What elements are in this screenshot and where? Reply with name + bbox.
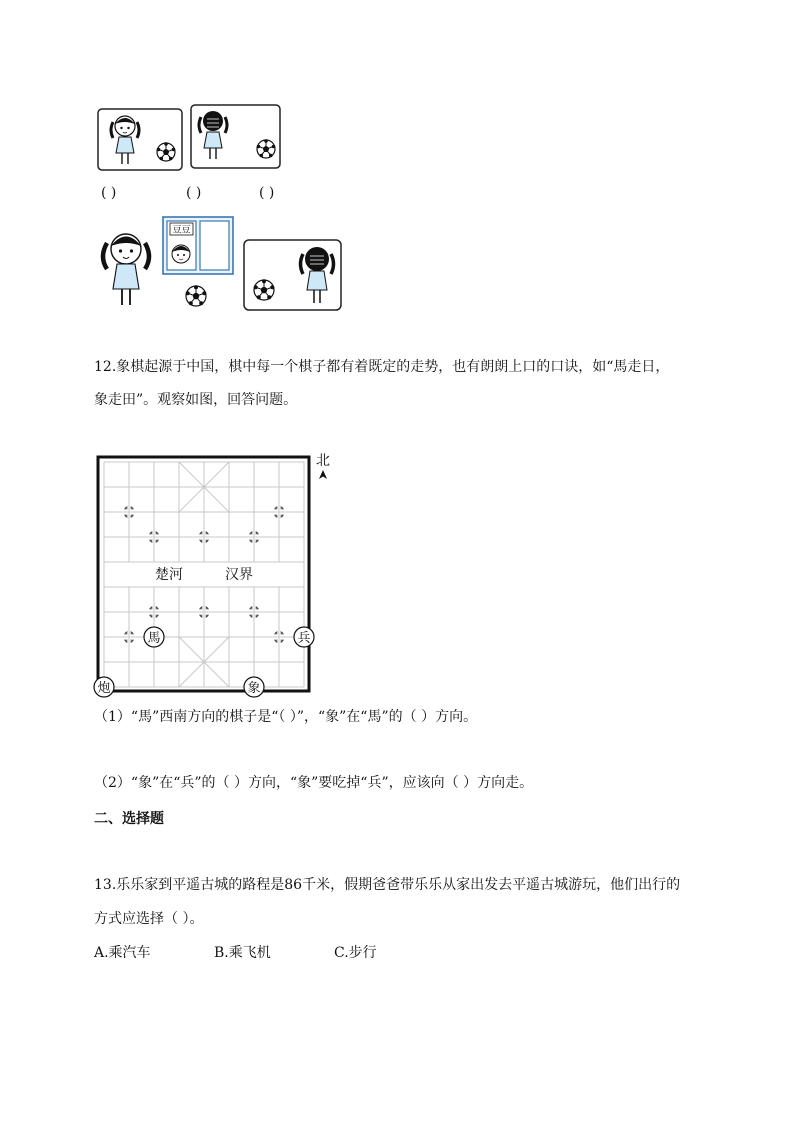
piece-soldier <box>294 627 314 647</box>
q11-blank-2[interactable]: ( ) <box>186 185 202 201</box>
soccer-ball-icon <box>254 279 275 300</box>
q11-picture-2 <box>190 104 281 170</box>
q12-sub-question-2: （2）“象”在“兵”的（ ）方向，“象”要吃掉“兵”，应该向（ ）方向走。 <box>94 775 534 791</box>
q11-option-ball <box>184 284 208 308</box>
q13-option-b[interactable]: B.乘飞机 <box>214 945 271 961</box>
q12-sub-question-1: （1）“馬”西南方向的棋子是“（ ）”，“象”在“馬”的（ ）方向。 <box>94 709 478 725</box>
river-label-left: 楚河 <box>155 567 183 583</box>
soccer-ball-icon <box>257 139 276 158</box>
q11-blank-3[interactable]: ( ) <box>259 185 275 201</box>
piece-elephant <box>244 677 264 697</box>
q13-line-1: 13.乐乐家到平遥古城的路程是86千米，假期爸爸带乐乐从家出发去平遥古城游玩，他们出行的 <box>94 877 681 893</box>
q12-intro-line-1: 12.象棋起源于中国，棋中每一个棋子都有着既定的走势，也有朗朗上口的口诀，如“馬走日， <box>94 359 670 375</box>
piece-soldier-label: 兵 <box>297 631 311 646</box>
q11-blank-1[interactable]: ( ) <box>101 185 117 201</box>
q13-option-c[interactable]: C.步行 <box>334 945 377 961</box>
q11-option-picture-door <box>162 216 234 276</box>
piece-horse-label: 馬 <box>147 631 161 646</box>
soccer-ball-icon <box>157 142 176 161</box>
q11-option-picture-a <box>97 225 157 310</box>
chess-board <box>90 448 340 700</box>
section-title: 二、选择题 <box>94 811 164 827</box>
q11-picture-1 <box>97 108 183 172</box>
north-arrow-icon <box>319 470 327 479</box>
piece-elephant-label: 象 <box>247 681 261 696</box>
piece-cannon-label: 炮 <box>97 681 111 696</box>
north-label: 北 <box>316 453 330 469</box>
piece-horse <box>144 627 164 647</box>
door-label: 豆豆 <box>172 225 191 236</box>
river-label-right: 汉界 <box>225 567 253 583</box>
q13-line-2: 方式应选择（ ）。 <box>94 911 204 927</box>
boy-face-icon <box>172 245 190 263</box>
girl-front-large-icon <box>103 234 149 305</box>
q11-option-picture-back <box>243 239 342 312</box>
q12-intro-line-2: 象走田”。观察如图，回答问题。 <box>94 392 298 408</box>
q13-option-a[interactable]: A.乘汽车 <box>94 945 151 961</box>
piece-cannon <box>94 677 114 697</box>
